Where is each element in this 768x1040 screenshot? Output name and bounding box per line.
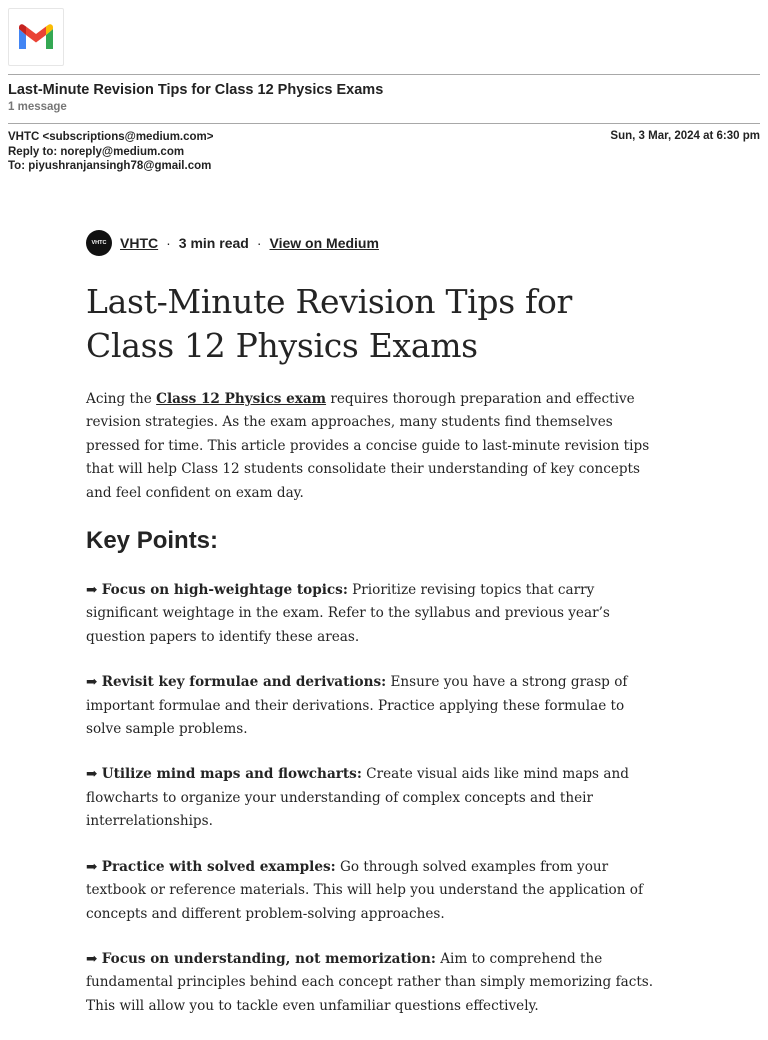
key-point-text: Create visual aids like mind maps and flowcharts to organize your understanding of complex concepts and their interrelationships.	[86, 766, 629, 830]
email-date: Sun, 3 Mar, 2024 at 6:30 pm	[610, 130, 760, 142]
arrow-icon: ➡	[86, 858, 98, 875]
class-12-physics-link[interactable]: Class 12 Physics exam	[156, 391, 327, 407]
read-time: 3 min read	[178, 235, 249, 251]
message-count: 1 message	[8, 101, 67, 113]
gmail-logo[interactable]	[8, 8, 64, 66]
meta-separator: ·	[256, 235, 262, 251]
intro-text: Acing the	[86, 391, 157, 407]
author-avatar[interactable]: VHTC	[86, 230, 112, 256]
email-header	[8, 130, 213, 174]
recipient: To: piyushranjansingh78@gmail.com	[8, 160, 212, 172]
key-point-title: Focus on understanding, not memorization:	[101, 950, 436, 967]
reply-to: Reply to: noreply@medium.com	[8, 145, 185, 158]
email-subject: Last-Minute Revision Tips for Class 12 Physics Exams	[8, 82, 384, 98]
key-point	[86, 579, 661, 649]
arrow-icon: ➡	[86, 950, 98, 967]
arrow-icon: ➡	[86, 582, 98, 599]
sender: VHTC <subscriptions@medium.com>	[8, 131, 214, 143]
article-title: Last-Minute Revision Tips for Class 12 Physics Exams	[86, 282, 573, 365]
view-on-medium-link[interactable]: View on Medium	[269, 235, 379, 251]
top-divider	[8, 74, 760, 75]
header-divider	[8, 123, 760, 124]
gmail-logo-icon	[17, 23, 55, 51]
key-point-text: Go through solved examples from your textbook or reference materials. This will help you understand the application of concepts and different problem-solving approaches.	[86, 858, 644, 922]
intro-text: requires thorough preparation and effective revision strategies. As the exam approaches, many students find themselves pressed for time. This article provides a concise guide to last-minute revision tips that will help Class 12 students consolidate their understanding of key concepts and feel confident on exam day.	[86, 391, 650, 501]
key-point	[86, 856, 661, 926]
key-point-text: Ensure you have a strong grasp of important formulae and their derivations. Practice applying these formulae to solve sample problems.	[86, 674, 628, 738]
key-point-text: Prioritize revising topics that carry significant weightage in the exam. Refer to the syllabus and previous year’s question papers to identify these areas.	[86, 582, 610, 645]
arrow-icon: ➡	[86, 674, 98, 691]
arrow-icon: ➡	[86, 766, 98, 783]
meta-separator: ·	[166, 235, 171, 251]
key-point	[86, 763, 661, 833]
key-point-title: Focus on high-weightage topics:	[101, 582, 348, 599]
key-point	[86, 671, 661, 741]
key-point-title: Revisit key formulae and derivations:	[101, 674, 387, 691]
key-point-text: Aim to comprehend the fundamental principles behind each concept rather than simply memorizing facts. This will allow you to tackle even unfamiliar questions effectively.	[86, 950, 654, 1014]
article-meta	[86, 228, 661, 258]
key-point-title: Practice with solved examples:	[101, 858, 336, 875]
article-body	[86, 228, 661, 1040]
key-points-heading: Key Points:	[86, 527, 219, 555]
key-point	[86, 948, 661, 1018]
author-link[interactable]: VHTC	[120, 235, 159, 251]
intro-paragraph	[86, 388, 661, 505]
key-point-title: Utilize mind maps and flowcharts:	[101, 766, 362, 783]
